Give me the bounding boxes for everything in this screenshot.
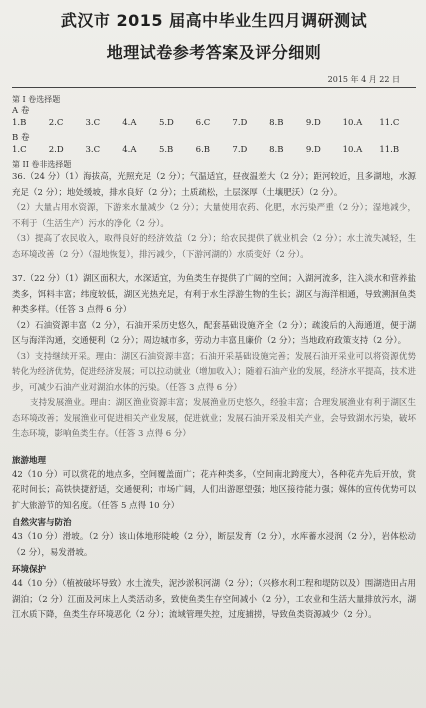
answer-item: 8.B — [269, 145, 284, 155]
answer-item: 5.D — [158, 118, 174, 128]
answer-item: 4.A — [122, 118, 137, 128]
answer-item: 11.C — [379, 118, 400, 128]
answer-item: 4.A — [122, 145, 137, 155]
part2-heading: 第 II 卷非选择题 — [12, 160, 72, 169]
answer-item: 3.C — [85, 145, 101, 155]
q44-answer: 44（10 分）（植被破坏导致）水土流失，泥沙淤积河湖（2 分）；（兴修水利工程和堤防以及）围湖造田占用湖泊；（2 分）江面及河床上人类活动多，致使鱼类生存空间减小（2 分），工农业和生活大量排放污水，湖江水质下降，鱼类生存环境恶化（2 分）；流域管理失控，过度捕捞，导致鱼类资源减少（2 分）。 — [12, 579, 416, 620]
q37-part1: 37.（22 分）（1）湖区面积大，水深适宜，为鱼类生存提供了广阔的空间；入湖河流多，注入淡水和营养盐类多，饵料丰富；纬度较低，湖区光热充足，有利于水生浮游生物的生长；湖区与海洋相通，导致溯洄鱼类种类多样。（任答 3 点得 6 分） — [12, 274, 416, 315]
q36-part1: 36.（24 分）（1）海拔高，光照充足（2 分）；气温适宜，昼夜温差大（2 分）；距河较近，且多湖地，水源充足（2 分）；地处缓坡，排水良好（2 分）；土质疏松，土层深厚（土壤肥沃）（2 分）。 — [12, 172, 416, 198]
answer-item: 10.A — [342, 118, 363, 128]
hazard-heading: 自然灾害与防治 — [12, 518, 72, 528]
answer-item: 9.D — [305, 145, 321, 155]
roll-a-answers — [12, 117, 416, 129]
answer-item: 7.D — [232, 145, 248, 155]
tourism-heading: 旅游地理 — [12, 455, 47, 466]
q43-answer: 43（10 分）滑坡。（2 分）该山体地形陡峻（2 分），断层发育（2 分），水库蓄水浸润（2 分），岩体松动（2 分），易发滑坡。 — [12, 532, 416, 558]
q37-part3: （3）支持继续开采。理由：湖区石油资源丰富；石油开采基础设施完善；发展石油开采业可以将资源优势转化为经济优势，促进经济发展；可以拉动就业（增加收入）；随着石油产业的发展，经济水平提高，技术进步，可减少石油产业对湖泊水体的污染。（任答 3 点得 6 分） — [12, 351, 416, 393]
title-line-1: 武汉市 2015 届高中毕业生四月调研测试 — [60, 11, 368, 30]
answer-item: 3.C — [85, 118, 101, 128]
publish-date: 2015 年 4 月 22 日 — [327, 75, 400, 84]
answer-item: 7.D — [232, 118, 248, 128]
answer-item: 6.C — [195, 118, 211, 128]
q36-part2: （2）大量占用水资源，下游来水量减少（2 分）；大量使用农药、化肥，水污染严重（2 分）；湿地减少，不利于（生活生产）污水的净化（2 分）。 — [12, 203, 416, 229]
answer-item: 5.B — [158, 145, 174, 155]
roll-b-answers — [12, 144, 416, 156]
answer-item: 10.A — [342, 145, 363, 155]
answer-item: 6.B — [195, 145, 211, 155]
roll-b-label: B 卷 — [12, 133, 30, 143]
q37-part2: （2）石油资源丰富（2 分），石油开采历史悠久，配套基础设施齐全（2 分）；疏浚后的入海通道，便于湖区与海洋沟通，交通便利（2 分）；周边城市多，劳动力丰富且廉价（2 分）；当地政府政策支持（2 分）。 — [12, 320, 416, 346]
answer-item: 11.B — [379, 145, 400, 155]
title-line-2: 地理试卷参考答案及评分细则 — [106, 43, 322, 62]
answer-item: 1.B — [12, 118, 27, 128]
environment-heading: 环境保护 — [12, 565, 47, 575]
answer-item: 9.D — [305, 118, 321, 128]
q37-part4: 支持发展渔业。理由：湖区渔业资源丰富；发展渔业历史悠久，经验丰富；合理发展渔业有利于湖区生态环境改善；发展渔业可促进相关产业发展，促进就业；发展石油开采及相关产业，会导致湖水污染，破坏生态环境，影响鱼类生存。（任答 3 点得 6 分） — [12, 398, 416, 439]
part1-heading: 第 I 卷选择题 — [12, 95, 61, 104]
answer-item: 8.B — [269, 118, 284, 128]
q36-part3: （3）提高了农民收入，取得良好的经济效益（2 分）；给农民提供了就业机会（2 分）；水土流失减轻，生态环境改善（2 分）（湿地恢复），排污减少，（下游河湖的）水质变好（2 分）。 — [12, 234, 416, 260]
answer-item: 2.C — [48, 118, 64, 128]
roll-a-label: A 卷 — [12, 106, 30, 116]
answer-item: 1.C — [12, 145, 27, 155]
answer-item: 2.D — [48, 145, 64, 155]
header-divider — [12, 87, 416, 88]
q42-answer: 42（10 分）可以赏花的地点多，空间覆盖面广；花卉种类多，（空间南北跨度大），各种花卉先后开放，赏花时间长；高铁快捷舒适，交通便利；市场广阔，人们出游愿望强；地区接待能力强；媒体的宣传优势可以扩大旅游节的知名度。（任答 5 点得 10 分） — [12, 469, 416, 511]
